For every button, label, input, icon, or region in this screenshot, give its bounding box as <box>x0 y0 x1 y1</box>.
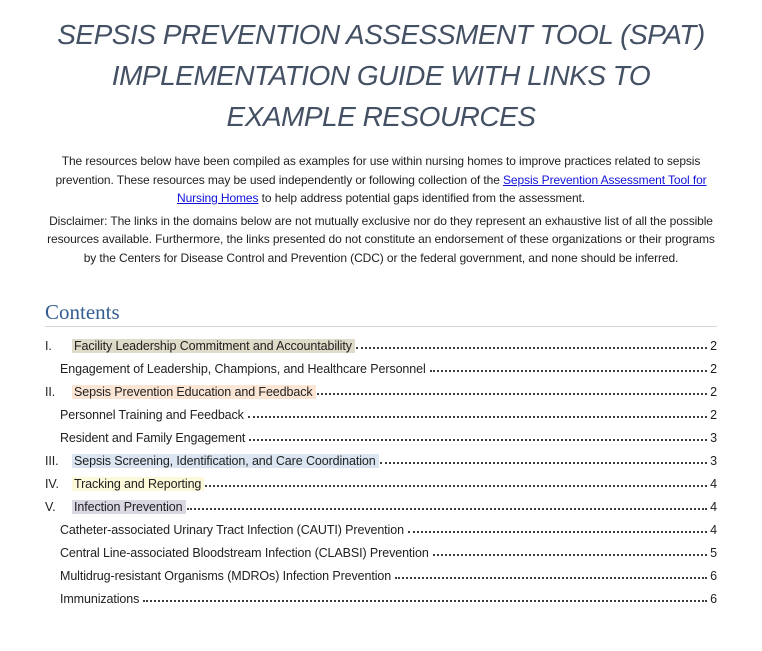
toc-page-number[interactable]: 2 <box>710 408 717 422</box>
toc-entry-numeral: III. <box>45 454 59 468</box>
intro-text-after: to help address potential gaps identified from the assessment. <box>258 191 585 205</box>
toc-entry[interactable] <box>45 537 717 560</box>
toc-page-number[interactable]: 2 <box>710 385 717 399</box>
toc-page-number[interactable]: 5 <box>710 546 717 560</box>
toc-entry[interactable] <box>45 491 717 514</box>
toc-dotted-leader <box>356 347 707 349</box>
toc-entry-label[interactable]: Immunizations <box>60 592 140 606</box>
toc-dotted-leader <box>408 531 707 533</box>
toc-entry-label[interactable]: Multidrug-resistant Organisms (MDROs) Infection Prevention <box>60 569 392 583</box>
toc-page-number[interactable]: 6 <box>710 592 717 606</box>
contents-heading: Contents <box>45 300 120 324</box>
toc-dotted-leader <box>249 439 707 441</box>
toc-entry-numeral: IV. <box>45 477 59 491</box>
toc-dotted-leader <box>187 508 708 510</box>
toc-dotted-leader <box>248 416 707 418</box>
toc-entry[interactable] <box>45 445 717 468</box>
toc-entry[interactable] <box>45 422 717 445</box>
toc-dotted-leader <box>205 485 707 487</box>
toc-entry-label[interactable]: Resident and Family Engagement <box>60 431 246 445</box>
toc-page-number[interactable]: 2 <box>710 362 717 376</box>
toc-dotted-leader <box>395 577 707 579</box>
toc-dotted-leader <box>433 554 707 556</box>
toc-entry-label[interactable]: Central Line-associated Bloodstream Infection (CLABSI) Prevention <box>60 546 429 560</box>
toc-entry-numeral: II. <box>45 385 56 399</box>
document-title: SEPSIS PREVENTION ASSESSMENT TOOL (SPAT) IMPLEMENTATION GUIDE WITH LINKS TO EXAMPLE RESOURCES <box>57 19 705 132</box>
intro-paragraph <box>54 152 709 208</box>
toc-dotted-leader <box>317 393 708 395</box>
toc-page-number[interactable]: 4 <box>710 477 717 491</box>
toc-entry[interactable] <box>45 583 717 606</box>
toc-entry-label[interactable]: Sepsis Prevention Education and Feedback <box>72 385 316 399</box>
toc-entry-label[interactable]: Infection Prevention <box>72 500 186 514</box>
toc-page-number[interactable]: 2 <box>710 339 717 353</box>
toc-entry-label[interactable]: Facility Leadership Commitment and Accountability <box>72 339 355 353</box>
toc-entry[interactable] <box>45 399 717 422</box>
toc-page-number[interactable]: 6 <box>710 569 717 583</box>
toc-entry[interactable] <box>45 353 717 376</box>
intro-text-before: The resources below have been compiled as examples for use within nursing homes to improve practices related to sepsis prevention. These resources may be used independently or following collection of the <box>55 154 701 187</box>
toc-dotted-leader <box>143 600 707 602</box>
toc-page-number[interactable]: 3 <box>710 431 717 445</box>
toc-entry-label[interactable]: Sepsis Screening, Identification, and Care Coordination <box>72 454 379 468</box>
toc-entry-numeral: I. <box>45 339 52 353</box>
toc-page-number[interactable]: 4 <box>710 523 717 537</box>
toc-entry-label[interactable]: Personnel Training and Feedback <box>60 408 244 422</box>
document-page <box>0 14 762 651</box>
toc-entry[interactable] <box>45 468 717 491</box>
table-of-contents <box>45 326 717 606</box>
toc-dotted-leader <box>380 462 708 464</box>
toc-entry[interactable] <box>45 514 717 537</box>
toc-entry-label[interactable]: Tracking and Reporting <box>72 477 204 491</box>
toc-entry[interactable] <box>45 330 717 353</box>
toc-page-number[interactable]: 3 <box>710 454 717 468</box>
toc-entry-numeral: V. <box>45 500 56 514</box>
toc-dotted-leader <box>430 370 707 372</box>
toc-page-number[interactable]: 4 <box>710 500 717 514</box>
toc-entry[interactable] <box>45 376 717 399</box>
toc-entry[interactable] <box>45 560 717 583</box>
disclaimer-paragraph: Disclaimer: The links in the domains below are not mutually exclusive nor do they represent an exhaustive list of all the possible resources available. Furthermore, the links presented do not constitute an endorsement of these organizations or their programs by the Centers for Disease Control and Prevention (CDC) or the federal government, and none should be inferred. <box>47 213 715 265</box>
toc-entry-label[interactable]: Engagement of Leadership, Champions, and Healthcare Personnel <box>60 362 426 376</box>
sepsis-tool-link[interactable]: Sepsis Prevention Assessment Tool for Nursing Homes <box>177 172 707 205</box>
toc-entry-label[interactable]: Catheter-associated Urinary Tract Infection (CAUTI) Prevention <box>60 523 404 537</box>
